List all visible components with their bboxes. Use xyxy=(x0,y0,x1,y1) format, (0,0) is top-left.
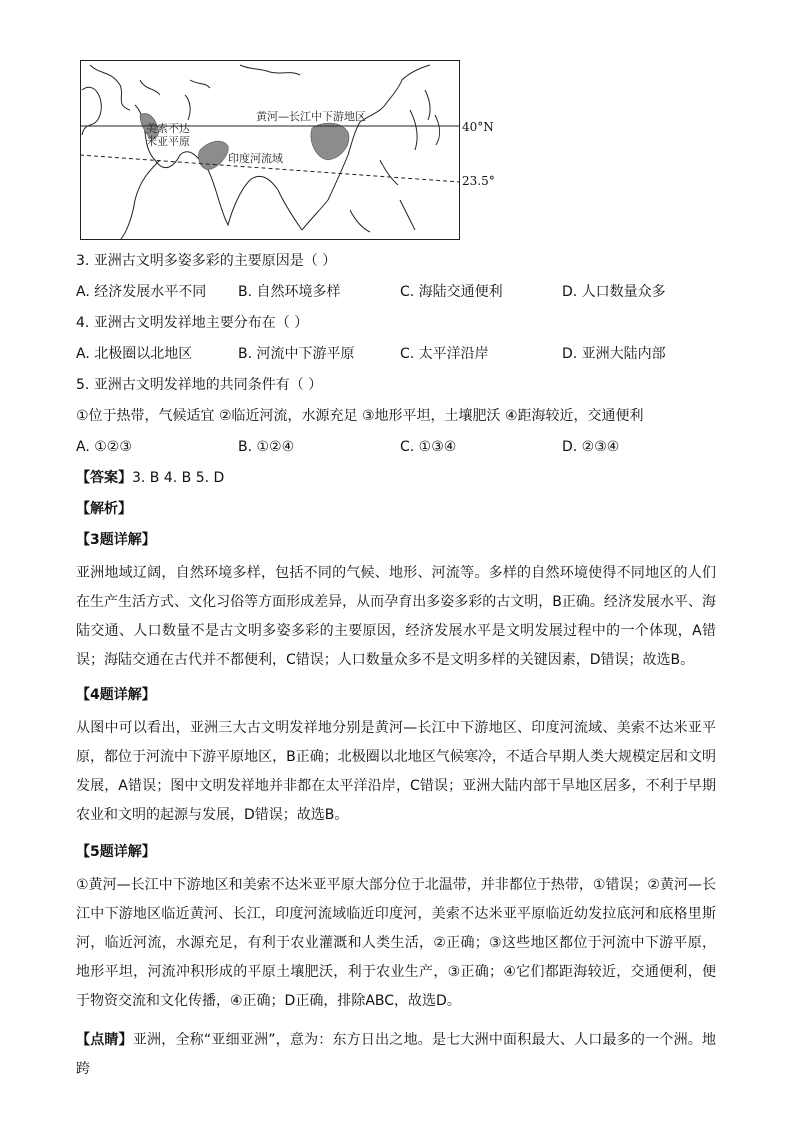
q4-stem: 4. 亚洲古文明发祥地主要分布在（ ） xyxy=(76,315,309,331)
answer-line xyxy=(76,468,224,488)
q3-option-b: B. 自然环境多样 xyxy=(238,284,341,300)
asia-civilization-map xyxy=(80,60,460,240)
note-paragraph xyxy=(76,1026,716,1084)
note-label: 【点睛】 xyxy=(76,1032,133,1048)
q5-option-c: C. ①③④ xyxy=(400,439,457,455)
label-yellow-yangtze: 黄河—长江中下游地区 xyxy=(256,110,366,123)
detail3-heading: 【3题详解】 xyxy=(76,532,156,548)
q3-option-c: C. 海陆交通便利 xyxy=(400,284,503,300)
detail4-body: 从图中可以看出，亚洲三大古文明发祥地分别是黄河—长江中下游地区、印度河流域、美索不达米亚平原，都位于河流中下游平原地区，B正确；北极圈以北地区气候寒冷，不适合早期人类大规模定居和文明发展，A错误；图中文明发祥地并非都在太平洋沿岸，C错误；亚洲大陆内部干旱地区居多，不利于早期农业和文明的起源与发展，D错误；故选B。 xyxy=(76,720,716,823)
detail5-heading: 【5题详解】 xyxy=(76,844,156,860)
answer-label: 【答案】 xyxy=(76,470,132,486)
q5-option-b: B. ①②④ xyxy=(238,439,295,455)
q3-stem: 3. 亚洲古文明多姿多彩的主要原因是（ ） xyxy=(76,253,337,269)
note-body: 亚洲，全称“亚细亚洲”，意为：东方日出之地。是七大洲中面积最大、人口最多的一个洲。地跨 xyxy=(76,1032,716,1077)
label-lat-235-outside: 23.5° xyxy=(462,174,495,188)
q4-option-a: A. 北极圈以北地区 xyxy=(76,346,193,362)
q3-option-a: A. 经济发展水平不同 xyxy=(76,284,207,300)
q5-option-a: A. ①②③ xyxy=(76,439,132,455)
answer-text: 3. B 4. B 5. D xyxy=(132,470,225,486)
q5-items: ①位于热带，气候适宜 ②临近河流，水源充足 ③地形平坦，土壤肥沃 ④距海较近，交通便利 xyxy=(76,408,644,424)
q4-option-c: C. 太平洋沿岸 xyxy=(400,346,489,362)
q4-option-b: B. 河流中下游平原 xyxy=(238,346,355,362)
label-meso-1: 美索不达 xyxy=(146,122,190,135)
detail5-body: ①黄河—长江中下游地区和美索不达米亚平原大部分位于北温带，并非都位于热带，①错误；②黄河—长江中下游地区临近黄河、长江，印度河流域临近印度河，美索不达米亚平原临近幼发拉底河和底格里斯河，临近河流，水源充足，有利于农业灌溉和人类生活，②正确；③这些地区都位于河流中下游平原，地形平坦，河流冲积形成的平原土壤肥沃，利于农业生产，③正确；④它们都距海较近，交通便利，便于物资交流和文化传播，④正确；D正确，排除ABC，故选D。 xyxy=(76,877,716,1009)
label-indus: 印度河流域 xyxy=(228,152,283,165)
detail4-heading: 【4题详解】 xyxy=(76,687,156,703)
q5-option-d: D. ②③④ xyxy=(562,439,620,455)
label-meso-2: 米亚平原 xyxy=(146,135,190,148)
analysis-label: 【解析】 xyxy=(76,501,132,517)
q4-option-d: D. 亚洲大陆内部 xyxy=(562,346,666,362)
q3-option-d: D. 人口数量众多 xyxy=(562,284,666,300)
q5-stem: 5. 亚洲古文明发祥地的共同条件有（ ） xyxy=(76,377,323,393)
label-lat-40-outside: 40°N xyxy=(462,120,494,134)
map-frame xyxy=(81,61,460,240)
detail3-body: 亚洲地域辽阔，自然环境多样，包括不同的气候、地形、河流等。多样的自然环境使得不同地区的人们在生产生活方式、文化习俗等方面形成差异，从而孕育出多姿多彩的古文明，B正确。经济发展水平、海陆交通、人口数量不是古文明多姿多彩的主要原因，经济发展水平是文明发展过程中的一个体现，A错误；海陆交通在古代并不都便利，C错误；人口数量众多不是文明多样的关键因素，D错误；故选B。 xyxy=(76,565,716,668)
